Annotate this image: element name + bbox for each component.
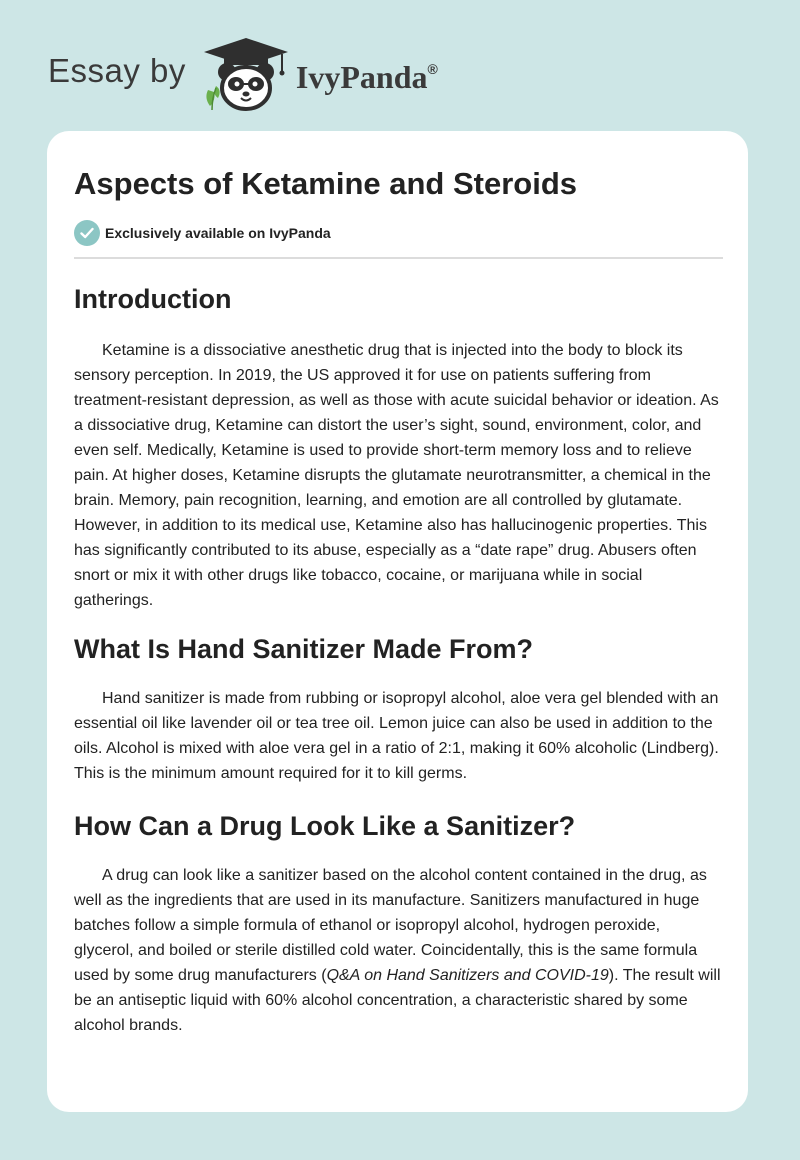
section-heading-introduction: Introduction xyxy=(74,284,232,314)
essay-card xyxy=(47,131,748,1112)
divider xyxy=(74,257,723,259)
brand-name: IvyPanda® xyxy=(295,58,438,95)
essay-by-label: Essay by xyxy=(48,52,186,89)
section-paragraph-introduction: Ketamine is a dissociative anesthetic drug that is injected into the body to block its sensory perception. In 2019, the US approved it for use on patients suffering from treatment-resistant depression, as well as those with acute suicidal behavior or ideation. As a dissociative drug, Ketamine can distort the user’s sight, sound, environment, color, and even self. Medically, Ketamine is used to provide short-term memory loss and to relieve pain. At higher doses, Ketamine disrupts the glutamate neurotransmitter, a chemical in the brain. Memory, pain recognition, learning, and emotion are all controlled by glutamate. However, in addition to its medical use, Ketamine also has hallucinogenic properties. This has significantly contributed to its abuse, especially as a “date rape” drug. Abusers often snort or mix it with other drugs like tobacco, cocaine, or marijuana while in social gatherings. xyxy=(74,342,719,609)
section-heading-drug-sanitizer: How Can a Drug Look Like a Sanitizer? xyxy=(74,811,576,841)
section-paragraph-hand-sanitizer: Hand sanitizer is made from rubbing or isopropyl alcohol, aloe vera gel blended with an essential oil like lavender oil or tea tree oil. Lemon juice can also be used in addition to the oils. Alcohol is mixed with aloe vera gel in a ratio of 2:1, making it 60% alcoholic (Lindberg). This is the minimum amount required for it to kill germs. xyxy=(74,690,719,782)
check-icon xyxy=(74,220,100,246)
section-heading-hand-sanitizer: What Is Hand Sanitizer Made From? xyxy=(74,634,534,664)
badge-label: Exclusively available on IvyPanda xyxy=(105,225,331,241)
section-paragraph-drug-sanitizer xyxy=(74,863,724,1038)
page-title: Aspects of Ketamine and Steroids xyxy=(74,166,578,201)
panda-logo-icon xyxy=(202,36,290,112)
exclusive-badge xyxy=(74,220,724,246)
paragraph-text: A drug can look like a sanitizer based on the alcohol content contained in the drug, as well as the ingredients that are used in its manufacture. Sanitizers manufactured in huge batches follow a simple formula of ethanol or isopropyl alcohol, hydrogen peroxide, glycerol, and boiled or sterile distilled cold water. Coincidentally, this is the same formula used by some drug manufacturers ( xyxy=(74,867,707,984)
essay-content xyxy=(74,131,724,1038)
paragraph-text: ). The result will be an antiseptic liquid with 60% alcohol concentration, a characteristic shared by some alcohol brands. xyxy=(74,967,721,1034)
citation: Q&A on Hand Sanitizers and COVID-19 xyxy=(326,967,609,984)
site-header xyxy=(48,36,568,112)
